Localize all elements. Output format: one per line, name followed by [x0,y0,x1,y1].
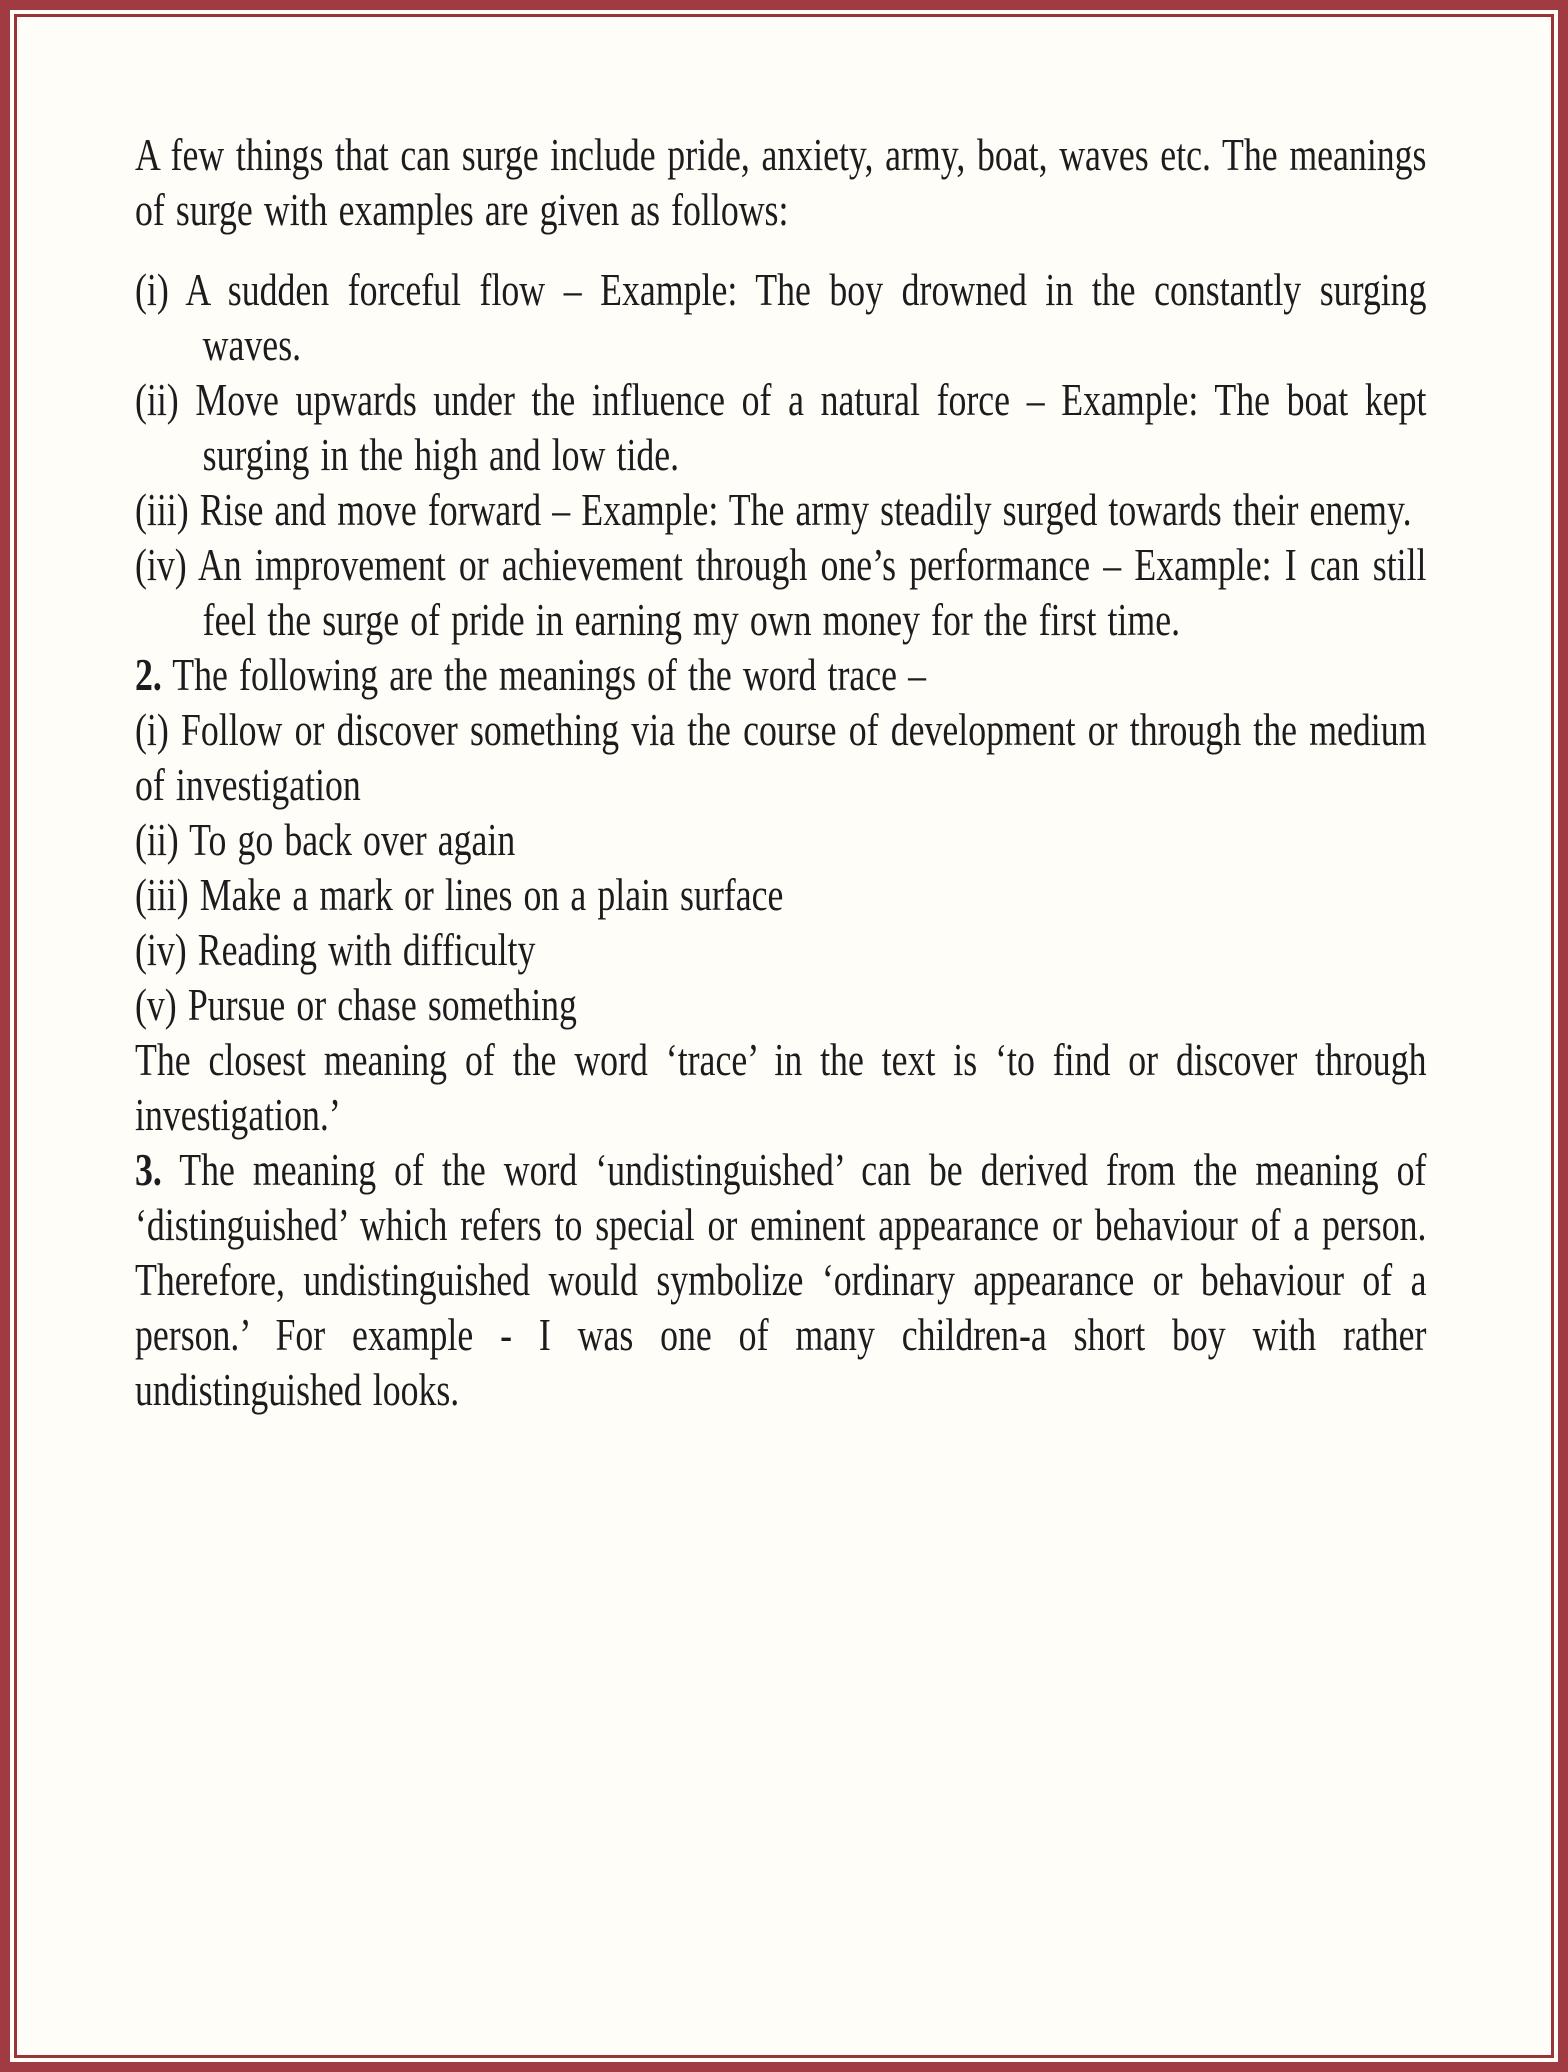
trace-meaning-v: (v) Pursue or chase something [135,979,577,1030]
page-frame-gap [10,10,1558,2062]
list-item-text: Rise and move forward – Example: The army steadily surged towards their enemy. [199,484,1412,535]
list-item-surge-i [135,262,1426,372]
text-column [135,127,1426,1417]
list-item-surge-iii [135,482,1426,537]
answer-3-number: 3. [135,1144,162,1195]
list-marker: (i) [135,264,169,315]
answer-3-paragraph [135,1142,1426,1417]
trace-meaning-ii: (ii) To go back over again [135,814,516,865]
intro-paragraph: A few things that can surge include pride, anxiety, army, boat, waves etc. The meanings of surge with examples are given as follows: [135,129,1427,235]
list-marker: (iv) [135,539,187,590]
list-item-text: A sudden forceful flow – Example: The boy drowned in the constantly surging waves. [185,264,1427,370]
list-marker: (ii) [135,374,179,425]
page-sheet [14,14,1554,2058]
trace-meaning-iv: (iv) Reading with difficulty [135,924,536,975]
trace-meaning-iii: (iii) Make a mark or lines on a plain surface [135,869,784,920]
surge-meanings-list [135,262,1426,647]
trace-conclusion: The closest meaning of the word ‘trace’ in the text is ‘to find or discover through investigation.’ [135,1034,1427,1140]
list-item-surge-ii [135,372,1426,482]
answer-2-number: 2. [135,649,162,700]
list-item-text: An improvement or achievement through one’s performance – Example: I can still feel the surge of pride in earning my own money for the first time. [197,539,1427,645]
list-marker: (iii) [135,484,189,535]
answer-2-intro: The following are the meanings of the word trace – [172,649,927,700]
trace-meaning-i: (i) Follow or discover something via the course of development or through the medium of investigation [135,704,1427,810]
answer-2-heading [135,647,1426,702]
list-item-text: Move upwards under the influence of a natural force – Example: The boat kept surging in the high and low tide. [195,374,1427,480]
answer-3-text: The meaning of the word ‘undistinguished’ can be derived from the meaning of ‘distinguished’ which refers to special or eminent appearance or behaviour of a person. Therefore, undistinguished would symbolize ‘ordinary appearance or behaviour of a person.’ For example - I was one of many children-a short boy with rather undistinguished looks. [135,1144,1427,1415]
list-item-surge-iv [135,537,1426,647]
